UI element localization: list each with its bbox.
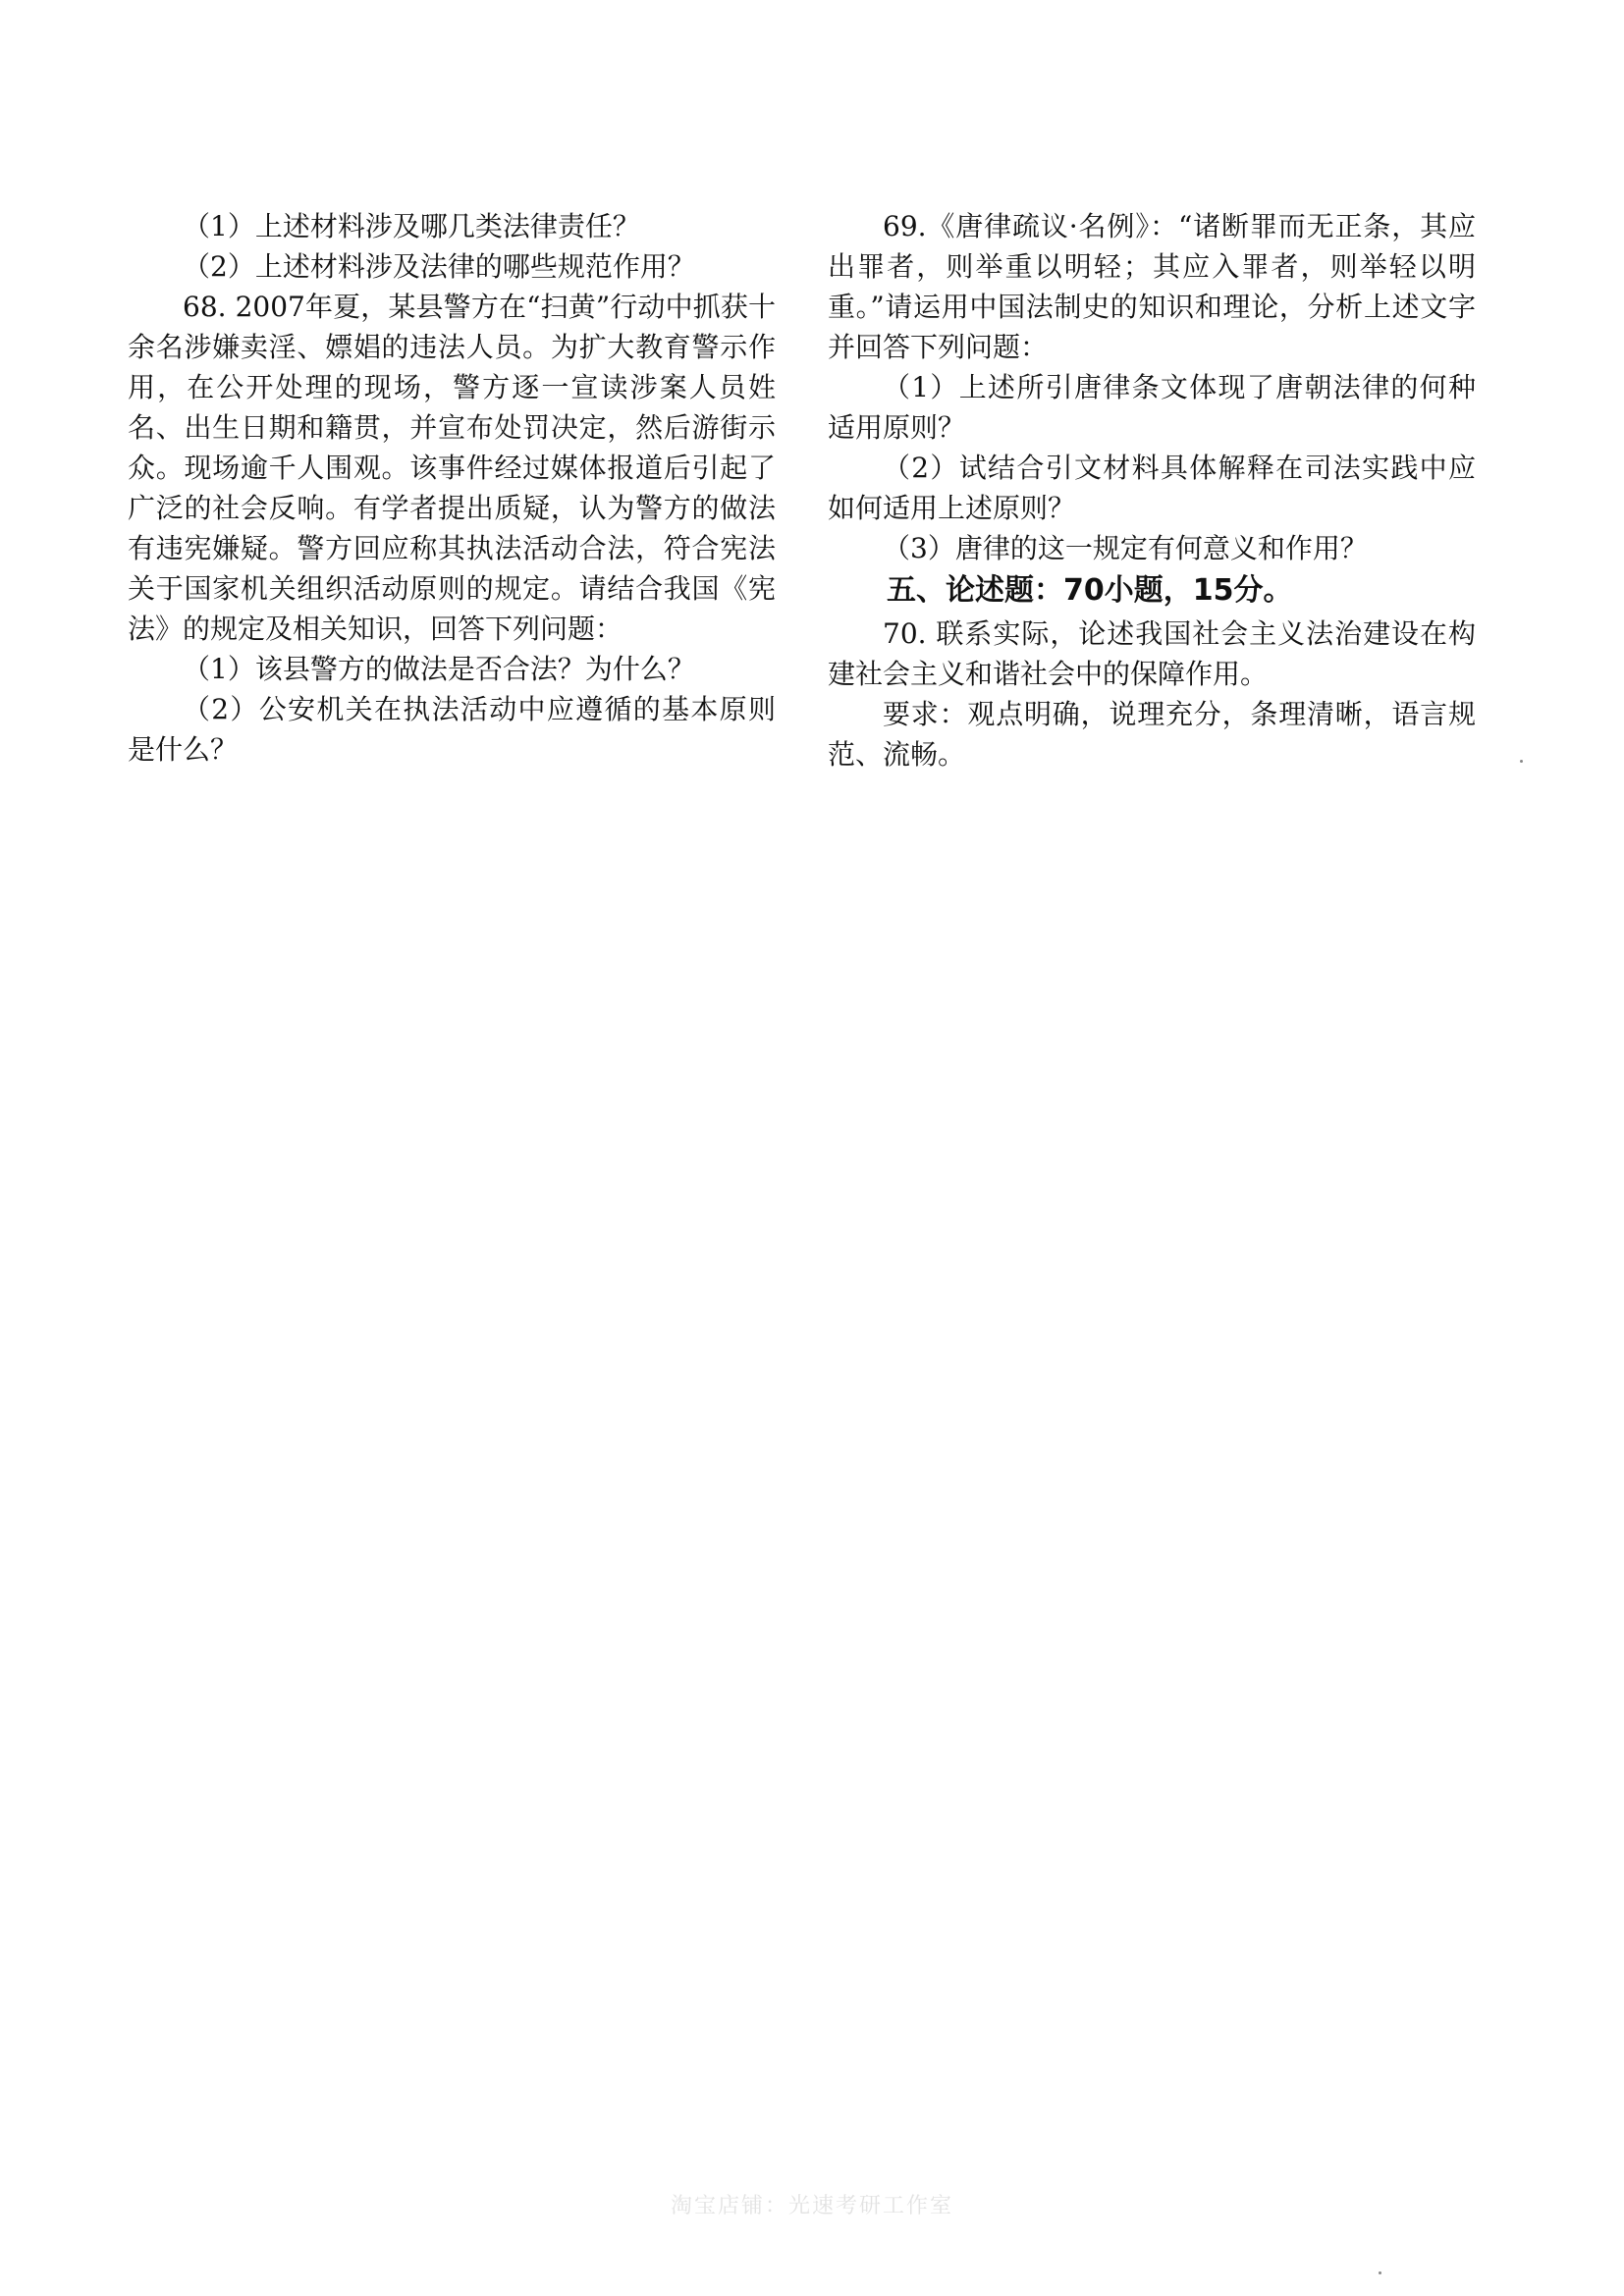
scan-speck (1379, 2271, 1381, 2274)
section-5-heading: 五、论述题：70小题，15分。 (887, 573, 1293, 608)
question-68-part-1: （1）该县警方的做法是否合法？为什么？ (183, 653, 695, 685)
question-70-stem: 70. 联系实际，论述我国社会主义法治建设在构建社会主义和谐社会中的保障作用。 (828, 617, 1476, 690)
left-column (128, 206, 776, 770)
question-69-part-1: （1）上述所引唐律条文体现了唐朝法律的何种适用原则？ (828, 371, 1476, 444)
scan-speck (1520, 760, 1523, 763)
question-67-part-2: （2）上述材料涉及法律的哪些规范作用？ (183, 250, 695, 283)
question-67-part-1: （1）上述材料涉及哪几类法律责任？ (183, 210, 640, 242)
question-68-stem: 68. 2007年夏，某县警方在“扫黄”行动中抓获十余名涉嫌卖淫、嫖娼的违法人员。为扩大教育警示作用，在公开处理的现场，警方逐一宣读涉案人员姓名、出生日期和籍贯，并宣布处罚决定，然后游街示众。现场逾千人围观。该事件经过媒体报道后引起了广泛的社会反响。有学者提出质疑，认为警方的做法有违宪嫌疑。警方回应称其执法活动合法，符合宪法关于国家机关组织活动原则的规定。请结合我国《宪法》的规定及相关知识，回答下列问题： (128, 291, 776, 645)
question-68-part-2: （2）公安机关在执法活动中应遵循的基本原则是什么？ (128, 693, 776, 766)
right-column (828, 206, 1476, 774)
question-69-part-3: （3）唐律的这一规定有何意义和作用？ (883, 532, 1368, 564)
question-69-stem: 69.《唐律疏议·名例》：“诸断罪而无正条，其应出罪者，则举重以明轻；其应入罪者，则举轻以明重。”请运用中国法制史的知识和理论，分析上述文字并回答下列问题： (828, 210, 1476, 363)
question-70-requirement: 要求：观点明确，说理充分，条理清晰，语言规范、流畅。 (828, 698, 1476, 771)
question-69-part-2: （2）试结合引文材料具体解释在司法实践中应如何适用上述原则？ (828, 452, 1476, 524)
footer-watermark: 淘宝店铺：光速考研工作室 (670, 2194, 953, 2218)
